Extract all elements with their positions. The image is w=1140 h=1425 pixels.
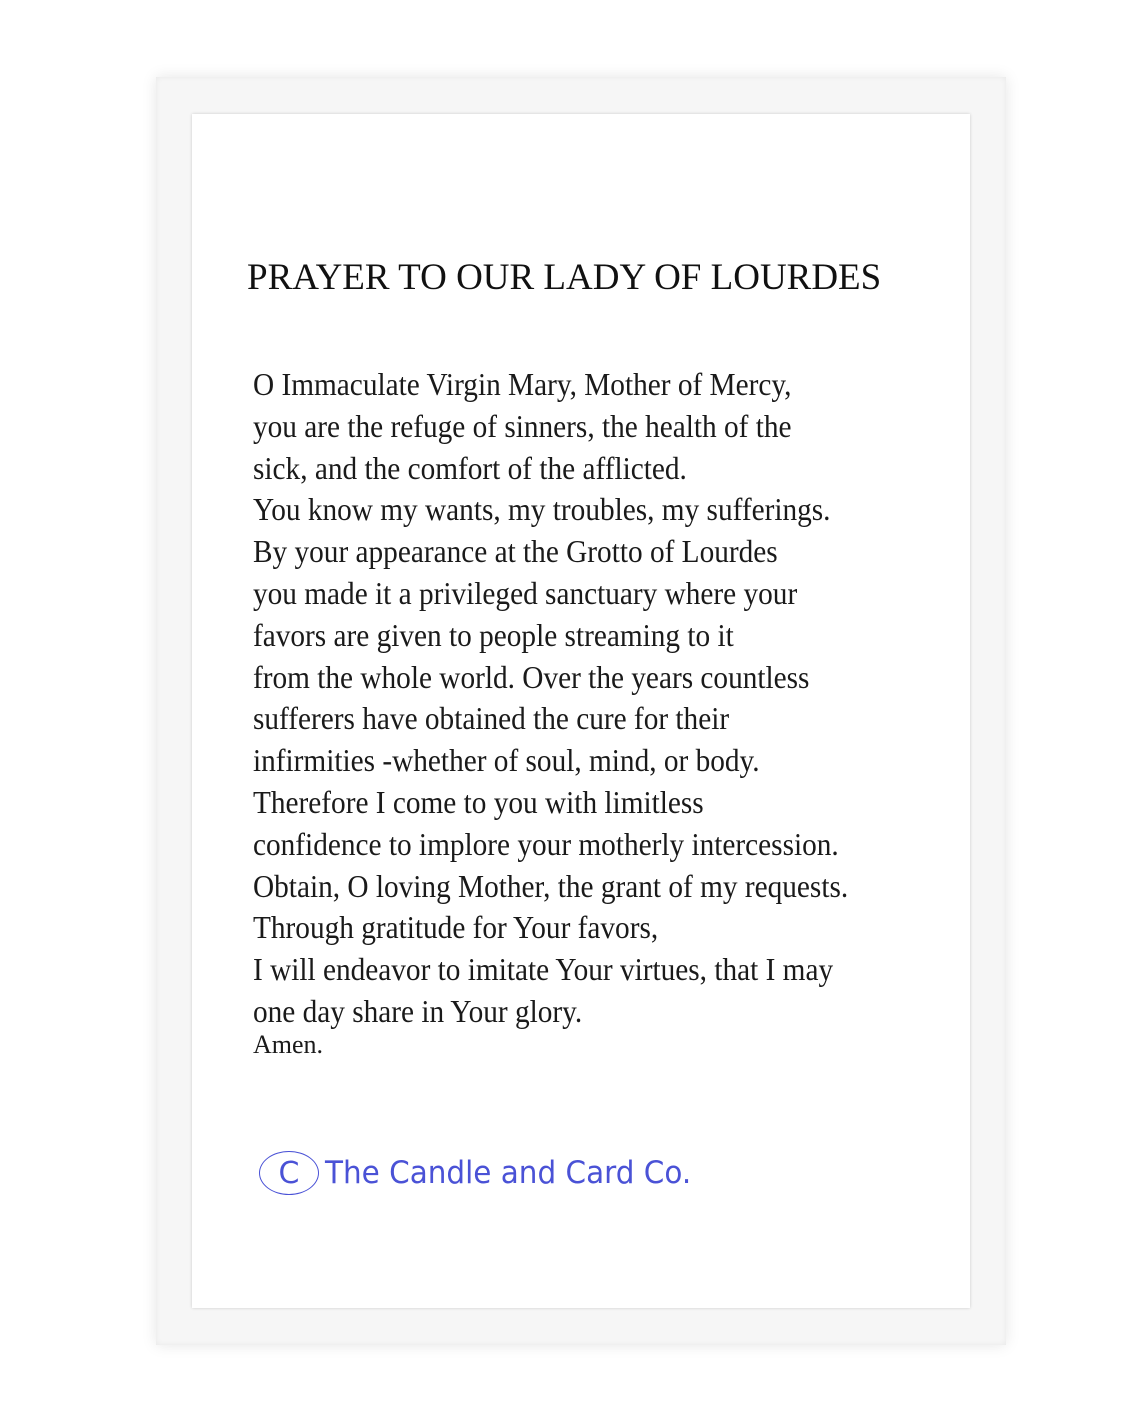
prayer-line: You know my wants, my troubles, my sufferings. bbox=[253, 492, 831, 528]
prayer-line: Obtain, O loving Mother, the grant of my requests. bbox=[253, 868, 849, 904]
prayer-line: you are the refuge of sinners, the health of the bbox=[253, 408, 792, 444]
prayer-line: I will endeavor to imitate Your virtues, that I may bbox=[253, 952, 834, 988]
closing-amen: Amen. bbox=[253, 1030, 324, 1059]
prayer-line: By your appearance at the Grotto of Lourdes bbox=[253, 534, 778, 570]
prayer-line: Through gratitude for Your favors, bbox=[253, 910, 659, 946]
copyright-notice bbox=[259, 1149, 711, 1197]
prayer-card bbox=[192, 114, 970, 1308]
prayer-line: from the whole world. Over the years countless bbox=[253, 659, 810, 695]
prayer-line: favors are given to people streaming to it bbox=[253, 617, 734, 653]
prayer-line: infirmities -whether of soul, mind, or body. bbox=[253, 743, 760, 779]
prayer-line: sick, and the comfort of the afflicted. bbox=[253, 450, 687, 486]
prayer-line: O Immaculate Virgin Mary, Mother of Mercy, bbox=[253, 367, 792, 402]
page-title: PRAYER TO OUR LADY OF LOURDES bbox=[247, 257, 882, 298]
prayer-line: confidence to implore your motherly intercession. bbox=[253, 826, 839, 862]
prayer-text bbox=[253, 364, 893, 1033]
copyright-icon: C bbox=[259, 1151, 319, 1195]
company-name: The Candle and Card Co. bbox=[325, 1155, 692, 1191]
prayer-line: one day share in Your glory. bbox=[253, 993, 583, 1029]
prayer-line: sufferers have obtained the cure for their bbox=[253, 701, 730, 737]
prayer-line: you made it a privileged sanctuary where your bbox=[253, 575, 798, 611]
prayer-line: Therefore I come to you with limitless bbox=[253, 784, 704, 820]
